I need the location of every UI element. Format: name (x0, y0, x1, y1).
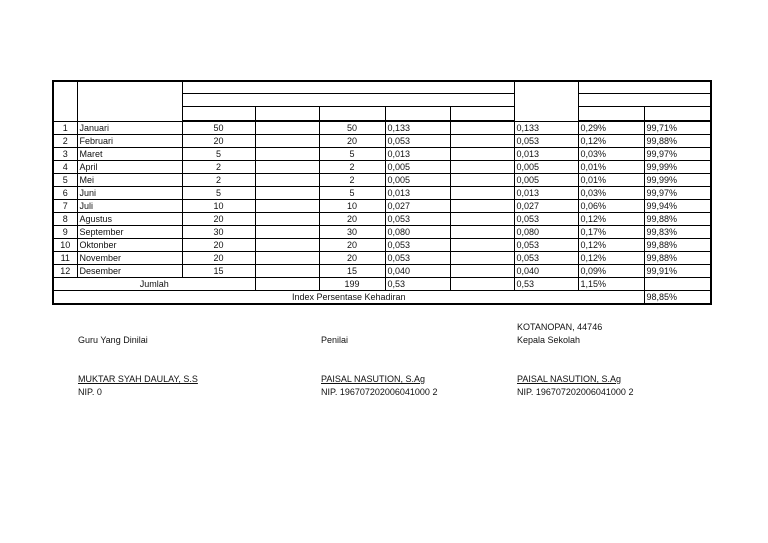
ratio-total-cell: 0,040 (514, 265, 578, 278)
index-label-cell: Index Persentase Kehadiran (53, 291, 644, 305)
attendance-table (52, 80, 712, 305)
value-cell: 20 (182, 213, 255, 226)
value-cell: 30 (182, 226, 255, 239)
signer-middle-nip: NIP. 196707202006041000 2 (321, 387, 438, 397)
absence-percent-cell: 0,12% (578, 213, 644, 226)
ratio-cell: 0,005 (385, 174, 450, 187)
row-number-cell: 8 (53, 213, 77, 226)
header-c7-cell (578, 107, 644, 122)
header-c4-cell (385, 107, 450, 122)
ratio-cell: 0,005 (385, 161, 450, 174)
empty-cell (450, 148, 514, 161)
total-days-cell: 15 (319, 265, 385, 278)
value-cell: 5 (182, 187, 255, 200)
row-number-cell: 12 (53, 265, 77, 278)
empty-cell (255, 121, 319, 135)
table-row (53, 135, 711, 148)
empty-cell (450, 187, 514, 200)
table-row (53, 226, 711, 239)
signer-left-role: Guru Yang Dinilai (78, 335, 148, 345)
empty-cell (255, 200, 319, 213)
location-date: KOTANOPAN, 44746 (517, 322, 603, 332)
header-c1-cell (182, 107, 255, 122)
table-row (53, 187, 711, 200)
empty-cell (644, 278, 711, 291)
absence-percent-cell: 0,29% (578, 121, 644, 135)
month-cell: Juli (77, 200, 182, 213)
total-days-cell: 20 (319, 239, 385, 252)
total-days-cell: 20 (319, 135, 385, 148)
empty-cell (450, 121, 514, 135)
empty-cell (255, 265, 319, 278)
row-number-cell: 6 (53, 187, 77, 200)
empty-cell (255, 187, 319, 200)
signer-right-nip: NIP. 196707202006041000 2 (517, 387, 634, 397)
total-days-cell: 2 (319, 161, 385, 174)
ratio-cell: 0,133 (385, 121, 450, 135)
total-days-cell: 20 (319, 252, 385, 265)
value-cell: 50 (182, 121, 255, 135)
empty-cell (255, 239, 319, 252)
ratio-cell: 0,013 (385, 148, 450, 161)
table-row (53, 213, 711, 226)
empty-cell (255, 252, 319, 265)
value-cell: 2 (182, 161, 255, 174)
attendance-percent-cell: 99,97% (644, 187, 711, 200)
header-group-cell (182, 81, 514, 94)
month-cell: Maret (77, 148, 182, 161)
value-cell: 20 (182, 135, 255, 148)
table-row (53, 239, 711, 252)
absence-percent-cell: 0,01% (578, 174, 644, 187)
value-cell: 2 (182, 174, 255, 187)
table-row (53, 174, 711, 187)
total-days-cell: 20 (319, 213, 385, 226)
value-cell: 5 (182, 148, 255, 161)
value-cell: 15 (182, 265, 255, 278)
ratio-total-cell: 0,027 (514, 200, 578, 213)
row-number-cell: 10 (53, 239, 77, 252)
row-number-cell: 2 (53, 135, 77, 148)
absence-percent-cell: 0,03% (578, 187, 644, 200)
header-subgroup-cell (182, 94, 514, 107)
row-number-cell: 9 (53, 226, 77, 239)
ratio-cell: 0,027 (385, 200, 450, 213)
month-cell: Agustus (77, 213, 182, 226)
table-row (53, 121, 711, 135)
empty-cell (450, 278, 514, 291)
empty-cell (450, 252, 514, 265)
attendance-percent-cell: 99,83% (644, 226, 711, 239)
absence-percent-cell: 0,03% (578, 148, 644, 161)
ratio-total-cell: 0,053 (514, 239, 578, 252)
ratio-cell: 0,080 (385, 226, 450, 239)
header-month-cell (77, 81, 182, 121)
absence-percent-cell: 0,09% (578, 265, 644, 278)
empty-cell (450, 239, 514, 252)
index-row (53, 291, 711, 305)
ratio-total-cell: 0,013 (514, 187, 578, 200)
table-row (53, 161, 711, 174)
ratio-total-cell: 0,080 (514, 226, 578, 239)
empty-cell (450, 135, 514, 148)
ratio-cell: 0,053 (385, 252, 450, 265)
month-cell: Desember (77, 265, 182, 278)
attendance-table-body (53, 81, 711, 304)
month-cell: April (77, 161, 182, 174)
header-c3-cell (319, 107, 385, 122)
signer-middle-name: PAISAL NASUTION, S.Ag (321, 374, 426, 384)
absence-percent-cell: 0,06% (578, 200, 644, 213)
attendance-percent-cell: 99,97% (644, 148, 711, 161)
row-number-cell: 3 (53, 148, 77, 161)
table-row (53, 148, 711, 161)
absence-percent-cell: 0,01% (578, 161, 644, 174)
empty-cell (450, 265, 514, 278)
ratio-total-cell: 0,053 (514, 135, 578, 148)
empty-cell (255, 278, 319, 291)
total-days-cell: 2 (319, 174, 385, 187)
ratio-cell: 0,040 (385, 265, 450, 278)
signer-right-name: PAISAL NASUTION, S.Ag (517, 374, 622, 384)
row-number-cell: 4 (53, 161, 77, 174)
ratio-total-cell: 0,053 (514, 213, 578, 226)
empty-cell (255, 213, 319, 226)
header-percent-group-cell (578, 81, 711, 94)
total-days-cell: 5 (319, 187, 385, 200)
table-row (53, 200, 711, 213)
value-cell: 20 (182, 252, 255, 265)
absence-percent-cell: 0,17% (578, 226, 644, 239)
absence-percent-cell: 0,12% (578, 135, 644, 148)
ratio-total-cell: 0,005 (514, 161, 578, 174)
total-ratio-sum-cell: 0,53 (514, 278, 578, 291)
attendance-percent-cell: 99,91% (644, 265, 711, 278)
empty-cell (450, 161, 514, 174)
month-cell: Januari (77, 121, 182, 135)
index-value-cell: 98,85% (644, 291, 711, 305)
row-number-cell: 7 (53, 200, 77, 213)
table-row (53, 252, 711, 265)
month-cell: September (77, 226, 182, 239)
total-days-cell: 50 (319, 121, 385, 135)
empty-cell (255, 174, 319, 187)
empty-cell (450, 174, 514, 187)
attendance-percent-cell: 99,71% (644, 121, 711, 135)
value-cell: 20 (182, 239, 255, 252)
attendance-percent-cell: 99,99% (644, 174, 711, 187)
row-number-cell: 11 (53, 252, 77, 265)
row-number-cell: 1 (53, 121, 77, 135)
absence-percent-cell: 0,12% (578, 252, 644, 265)
empty-cell (255, 148, 319, 161)
empty-cell (255, 226, 319, 239)
header-c5-cell (450, 107, 514, 122)
header-no-cell (53, 81, 77, 121)
header-c6-cell (514, 81, 578, 121)
header-percent-subgroup-cell (578, 94, 711, 107)
total-days-cell: 5 (319, 148, 385, 161)
empty-cell (450, 226, 514, 239)
attendance-percent-cell: 99,99% (644, 161, 711, 174)
ratio-total-cell: 0,053 (514, 252, 578, 265)
month-cell: Juni (77, 187, 182, 200)
ratio-cell: 0,013 (385, 187, 450, 200)
total-absence-percent-cell: 1,15% (578, 278, 644, 291)
ratio-total-cell: 0,133 (514, 121, 578, 135)
signer-right-role: Kepala Sekolah (517, 335, 581, 345)
ratio-total-cell: 0,005 (514, 174, 578, 187)
empty-cell (255, 161, 319, 174)
attendance-percent-cell: 99,88% (644, 135, 711, 148)
header-c2-cell (255, 107, 319, 122)
ratio-cell: 0,053 (385, 135, 450, 148)
total-days-cell: 10 (319, 200, 385, 213)
month-cell: Mei (77, 174, 182, 187)
empty-cell (255, 135, 319, 148)
signer-left-name: MUKTAR SYAH DAULAY, S.S (78, 374, 198, 384)
signer-middle-role: Penilai (321, 335, 349, 345)
month-cell: Februari (77, 135, 182, 148)
total-days-cell: 30 (319, 226, 385, 239)
total-days-sum-cell: 199 (319, 278, 385, 291)
attendance-percent-cell: 99,88% (644, 252, 711, 265)
value-cell: 10 (182, 200, 255, 213)
month-cell: November (77, 252, 182, 265)
header-row-1 (53, 81, 711, 94)
total-ratio-cell: 0,53 (385, 278, 450, 291)
total-label-cell: Jumlah (53, 278, 255, 291)
empty-cell (450, 213, 514, 226)
ratio-cell: 0,053 (385, 239, 450, 252)
month-cell: Oktonber (77, 239, 182, 252)
signer-left-nip: NIP. 0 (78, 387, 102, 397)
attendance-percent-cell: 99,94% (644, 200, 711, 213)
row-number-cell: 5 (53, 174, 77, 187)
attendance-percent-cell: 99,88% (644, 213, 711, 226)
header-c8-cell (644, 107, 711, 122)
ratio-cell: 0,053 (385, 213, 450, 226)
attendance-percent-cell: 99,88% (644, 239, 711, 252)
table-row (53, 265, 711, 278)
absence-percent-cell: 0,12% (578, 239, 644, 252)
empty-cell (450, 200, 514, 213)
ratio-total-cell: 0,013 (514, 148, 578, 161)
total-row (53, 278, 711, 291)
